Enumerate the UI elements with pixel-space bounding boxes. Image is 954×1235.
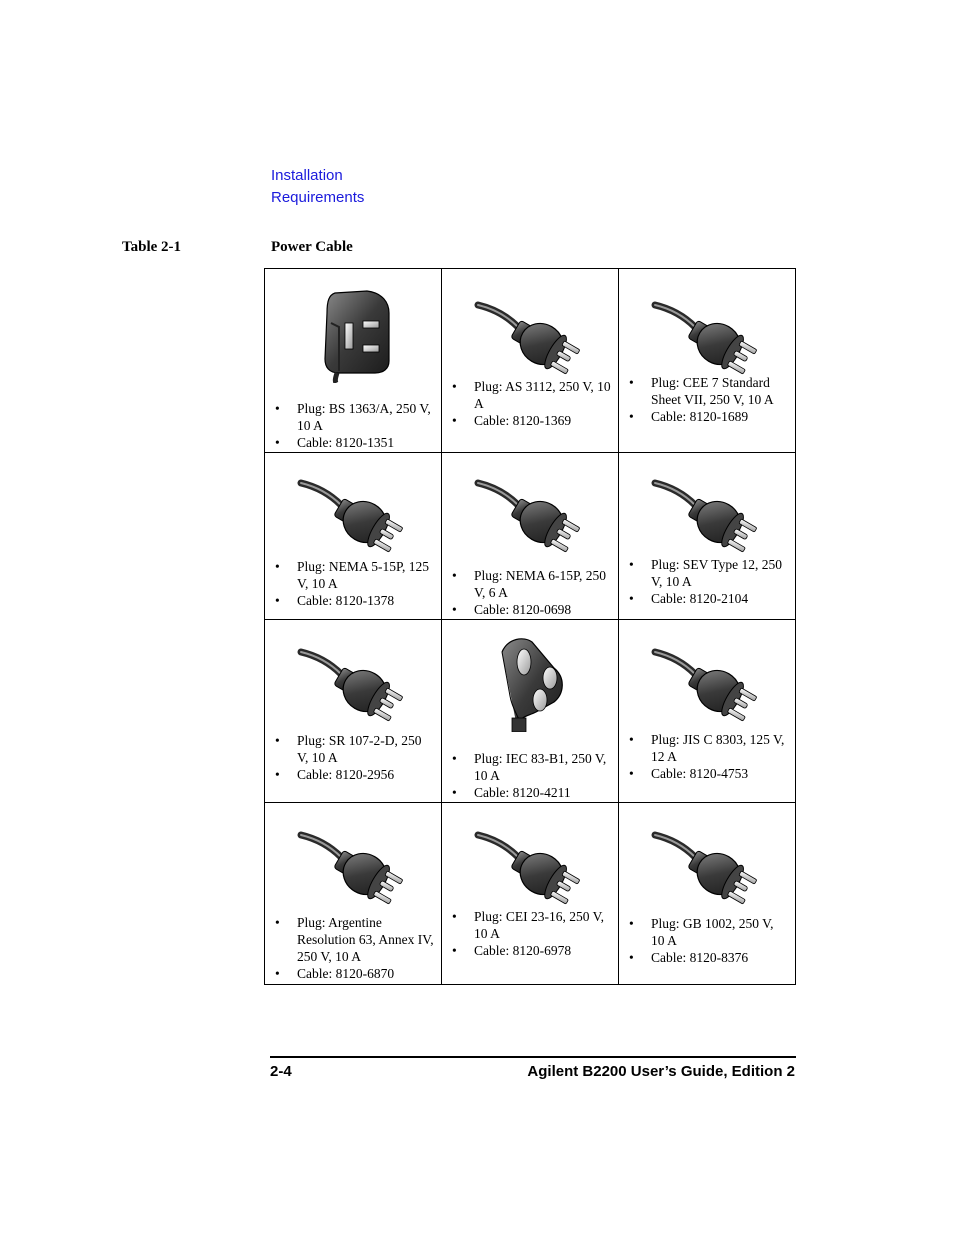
table-row — [265, 803, 796, 985]
table-row — [265, 269, 796, 453]
china-plug-icon — [647, 817, 767, 917]
cable-part-number: • Cable: 8120-4211 — [452, 784, 612, 801]
cable-part-number: • Cable: 8120-1378 — [275, 592, 435, 609]
cable-cell — [619, 620, 796, 802]
cable-cell — [442, 269, 619, 452]
cable-part-number: • Cable: 8120-1369 — [452, 412, 612, 429]
plug-spec: • Plug: SR 107-2-D, 250 V, 10 A — [275, 732, 435, 766]
south-africa-plug-icon — [474, 632, 594, 732]
us-plug-icon — [293, 465, 413, 565]
plug-spec: • Plug: NEMA 6-15P, 250 V, 6 A — [452, 567, 612, 601]
cable-part-number: • Cable: 8120-8376 — [629, 949, 789, 966]
argentina-plug-icon — [293, 817, 413, 917]
italy-plug-icon — [470, 817, 590, 917]
cable-spec-list — [452, 750, 612, 801]
cable-spec-list — [275, 732, 435, 783]
cable-part-number: • Cable: 8120-1351 — [275, 434, 435, 451]
table-number: Table 2-1 — [122, 239, 182, 255]
cable-cell — [619, 803, 796, 984]
cable-spec-list — [452, 567, 612, 618]
cable-cell — [442, 803, 619, 984]
cable-part-number: • Cable: 8120-6870 — [275, 965, 435, 982]
cable-cell — [442, 620, 619, 802]
power-cable-table — [264, 268, 796, 985]
japan-plug-icon — [647, 634, 767, 734]
cable-spec-list — [452, 908, 612, 959]
cable-cell — [442, 453, 619, 619]
breadcrumb-installation-link[interactable]: Installation — [271, 167, 343, 184]
cable-spec-list — [275, 558, 435, 609]
cable-part-number: • Cable: 8120-0698 — [452, 601, 612, 618]
cable-cell — [265, 620, 442, 802]
cable-spec-list — [275, 400, 435, 451]
eu-plug-icon — [647, 287, 767, 387]
cable-spec-list — [629, 556, 789, 607]
au-plug-icon — [470, 287, 590, 387]
cable-spec-list — [452, 378, 612, 429]
plug-spec: • Plug: IEC 83-B1, 250 V, 10 A — [452, 750, 612, 784]
cable-cell — [265, 453, 442, 619]
us-250v-plug-icon — [470, 465, 590, 565]
cable-part-number: • Cable: 8120-2104 — [629, 590, 789, 607]
swiss-plug-icon — [647, 465, 767, 565]
plug-spec: • Plug: BS 1363/A, 250 V, 10 A — [275, 400, 435, 434]
table-title: Power Cable — [271, 239, 353, 255]
cable-spec-list — [275, 914, 435, 982]
plug-spec: • Plug: CEI 23-16, 250 V, 10 A — [452, 908, 612, 942]
cable-spec-list — [629, 374, 789, 425]
breadcrumb — [271, 165, 364, 209]
cable-cell — [619, 453, 796, 619]
plug-spec: • Plug: NEMA 5-15P, 125 V, 10 A — [275, 558, 435, 592]
cable-spec-list — [629, 731, 789, 782]
table-row — [265, 453, 796, 620]
page-number: 2-4 — [270, 1063, 292, 1080]
guide-title: Agilent B2200 User’s Guide, Edition 2 — [527, 1063, 795, 1080]
cable-part-number: • Cable: 8120-2956 — [275, 766, 435, 783]
breadcrumb-requirements-link[interactable]: Requirements — [271, 189, 365, 206]
danish-plug-icon — [293, 634, 413, 734]
plug-spec: • Plug: Argentine Resolution 63, Annex IV, 250 V, 10 A — [275, 914, 435, 965]
footer-divider — [270, 1056, 796, 1058]
cable-part-number: • Cable: 8120-1689 — [629, 408, 789, 425]
plug-spec: • Plug: JIS C 8303, 125 V, 12 A — [629, 731, 789, 765]
cable-cell — [265, 269, 442, 452]
plug-spec: • Plug: AS 3112, 250 V, 10 A — [452, 378, 612, 412]
plug-spec: • Plug: SEV Type 12, 250 V, 10 A — [629, 556, 789, 590]
plug-spec: • Plug: GB 1002, 250 V, 10 A — [629, 915, 789, 949]
table-row — [265, 620, 796, 803]
cable-cell — [265, 803, 442, 984]
cable-part-number: • Cable: 8120-6978 — [452, 942, 612, 959]
cable-part-number: • Cable: 8120-4753 — [629, 765, 789, 782]
cable-spec-list — [629, 915, 789, 966]
uk-plug-icon — [305, 283, 425, 383]
cable-cell — [619, 269, 796, 452]
plug-spec: • Plug: CEE 7 Standard Sheet VII, 250 V, 10 A — [629, 374, 789, 408]
